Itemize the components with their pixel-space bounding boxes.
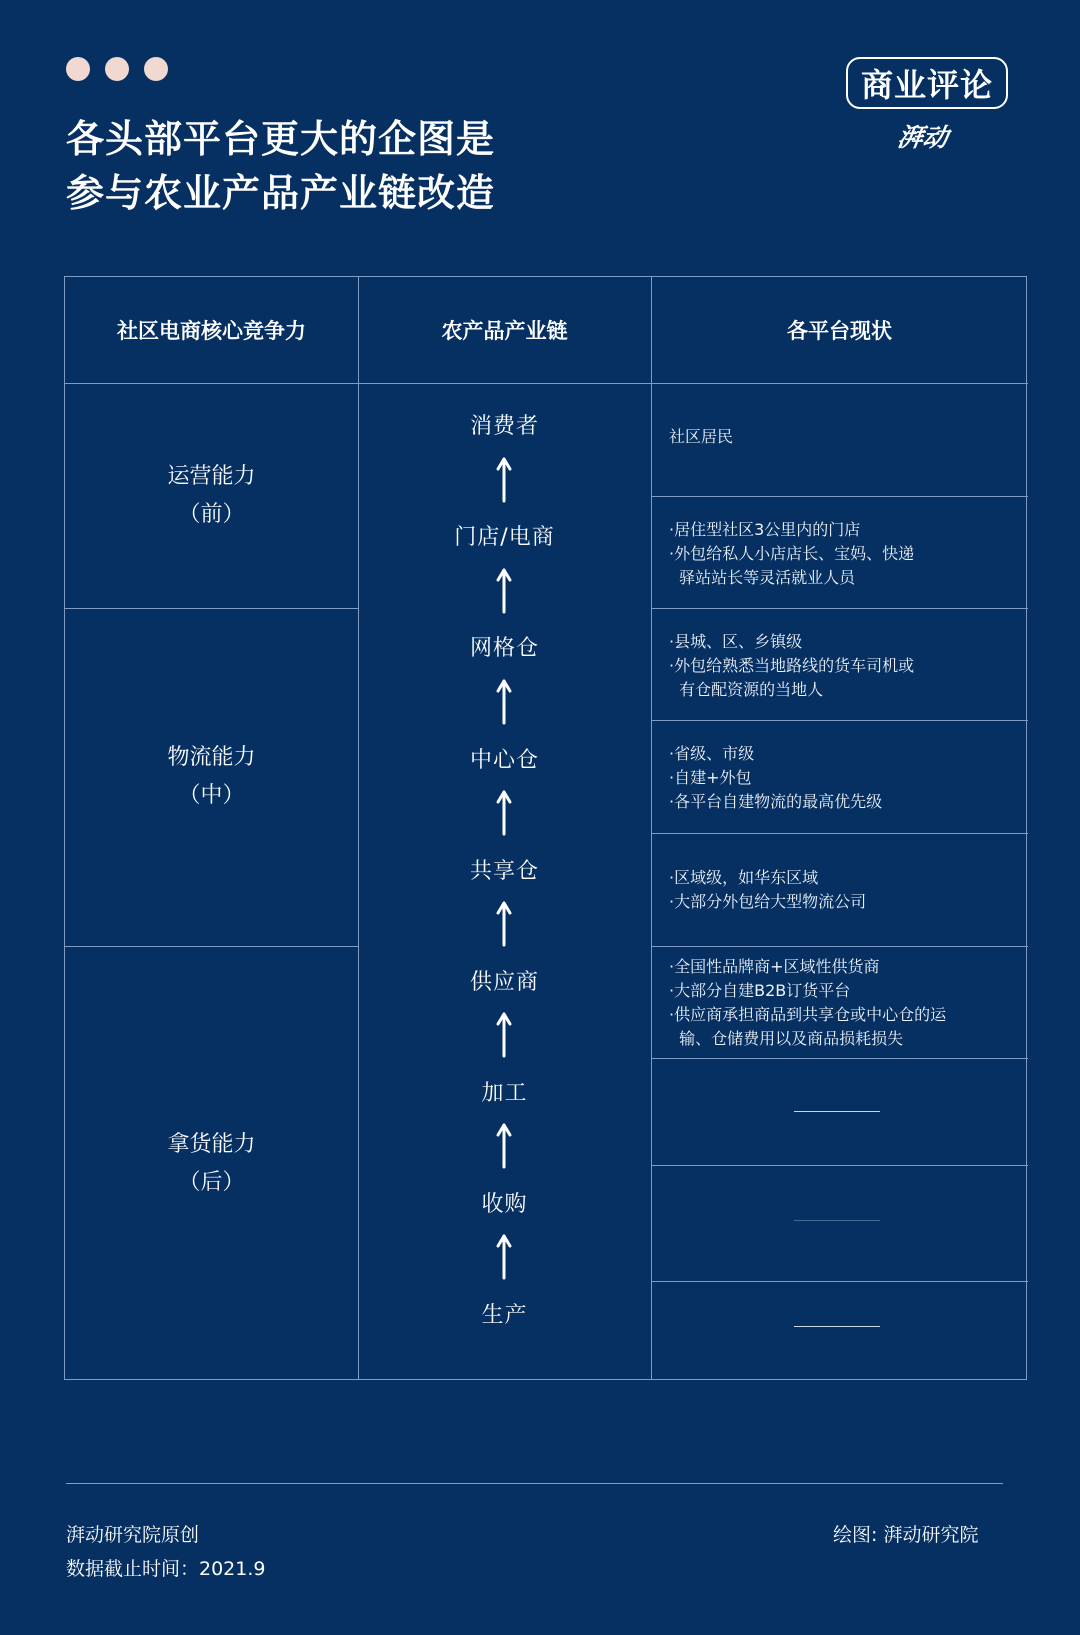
dot-2: [105, 57, 129, 81]
title-line-2: 参与农业产品产业链改造: [66, 171, 496, 215]
chain-stage-shared-warehouse: 共享仓: [469, 859, 539, 884]
header-core-competence: 社区电商核心竞争力: [117, 319, 306, 343]
window-dots: [66, 57, 168, 81]
chain-stage-purchase: 收购: [481, 1192, 528, 1217]
chain-stage-processing: 加工: [481, 1081, 528, 1106]
status-line: ·外包给熟悉当地路线的货车司机或: [669, 656, 915, 675]
status-line: 驿站站长等灵活就业人员: [669, 568, 856, 587]
status-divider-1: [651, 496, 1028, 497]
status-cell-grid-warehouse: [651, 630, 1028, 702]
status-divider-7: [651, 1165, 1028, 1166]
logo-sub-text: 湃动: [895, 123, 950, 152]
empty-dash-processing: [794, 1111, 880, 1112]
chain-stage-supplier: 供应商: [469, 970, 539, 995]
footer-divider: [66, 1483, 1003, 1484]
empty-dash-purchase: [794, 1220, 880, 1221]
industry-chain-table: [64, 276, 1027, 1380]
footer-date: 数据截止时间：2021.9: [66, 1558, 266, 1580]
up-arrow-icon: [494, 566, 514, 614]
up-arrow-icon: [494, 677, 514, 725]
status-line: 输、仓储费用以及商品损耗损失: [669, 1029, 904, 1048]
group-name: 运营能力: [167, 463, 256, 489]
header-industry-chain: 农产品产业链: [441, 319, 568, 343]
status-line: ·全国性品牌商+区域性供货商: [669, 957, 880, 976]
group-sourcing: [65, 946, 358, 1381]
status-divider-2: [651, 608, 1028, 609]
status-divider-8: [651, 1281, 1028, 1282]
status-cell-supplier: [651, 955, 1028, 1051]
chain-stage-consumer: 消费者: [469, 414, 539, 439]
up-arrow-icon: [494, 899, 514, 947]
status-line: ·县城、区、乡镇级: [669, 632, 803, 651]
status-divider-3: [651, 720, 1028, 721]
status-line: 社区居民: [669, 427, 734, 446]
logo-main-text: 商业评论: [860, 66, 993, 104]
page-title: [66, 112, 495, 220]
up-arrow-icon: [494, 1010, 514, 1058]
up-arrow-icon: [494, 1232, 514, 1280]
chain-stage-store: 门店/电商: [454, 525, 555, 550]
status-cell-consumer: [651, 425, 1028, 449]
status-cell-store: [651, 518, 1028, 590]
header-platform-status: 各平台现状: [787, 319, 892, 343]
status-cell-central-warehouse: [651, 742, 1028, 814]
group-stage: （前）: [178, 501, 245, 527]
status-divider-6: [651, 1058, 1028, 1059]
status-line: ·区域级，如华东区域: [669, 868, 819, 887]
footer-credit: 绘图: 湃动研究院: [833, 1524, 979, 1546]
status-line: 有仓配资源的当地人: [669, 680, 824, 699]
status-line: ·大部分外包给大型物流公司: [669, 892, 867, 911]
status-line: ·外包给私人小店店长、宝妈、快递: [669, 544, 915, 563]
status-cell-shared-warehouse: [651, 866, 1028, 914]
status-line: ·省级、市级: [669, 744, 755, 763]
footer-source: 湃动研究院原创: [66, 1524, 200, 1546]
status-line: ·各平台自建物流的最高优先级: [669, 792, 883, 811]
status-line: ·自建+外包: [669, 768, 752, 787]
chain-stage-production: 生产: [481, 1303, 528, 1328]
up-arrow-icon: [494, 788, 514, 836]
status-divider-4: [651, 833, 1028, 834]
chain-stage-central-warehouse: 中心仓: [469, 748, 539, 773]
brand-logo: [846, 57, 1008, 109]
dot-1: [66, 57, 90, 81]
empty-dash-production: [794, 1326, 880, 1327]
group-name: 拿货能力: [167, 1131, 256, 1157]
group-logistics: [65, 608, 358, 946]
status-line: ·居住型社区3公里内的门店: [669, 520, 861, 539]
group-stage: （中）: [178, 783, 245, 808]
chain-stage-grid-warehouse: 网格仓: [469, 636, 539, 661]
group-name: 物流能力: [167, 745, 256, 770]
status-line: ·大部分自建B2B订货平台: [669, 981, 851, 1000]
group-stage: （后）: [178, 1169, 245, 1195]
up-arrow-icon: [494, 1121, 514, 1169]
group-operations: [65, 383, 358, 608]
title-line-1: 各头部平台更大的企图是: [66, 117, 496, 161]
dot-3: [144, 57, 168, 81]
up-arrow-icon: [494, 455, 514, 503]
status-divider-5: [651, 946, 1028, 947]
status-line: ·供应商承担商品到共享仓或中心仓的运: [669, 1005, 947, 1024]
